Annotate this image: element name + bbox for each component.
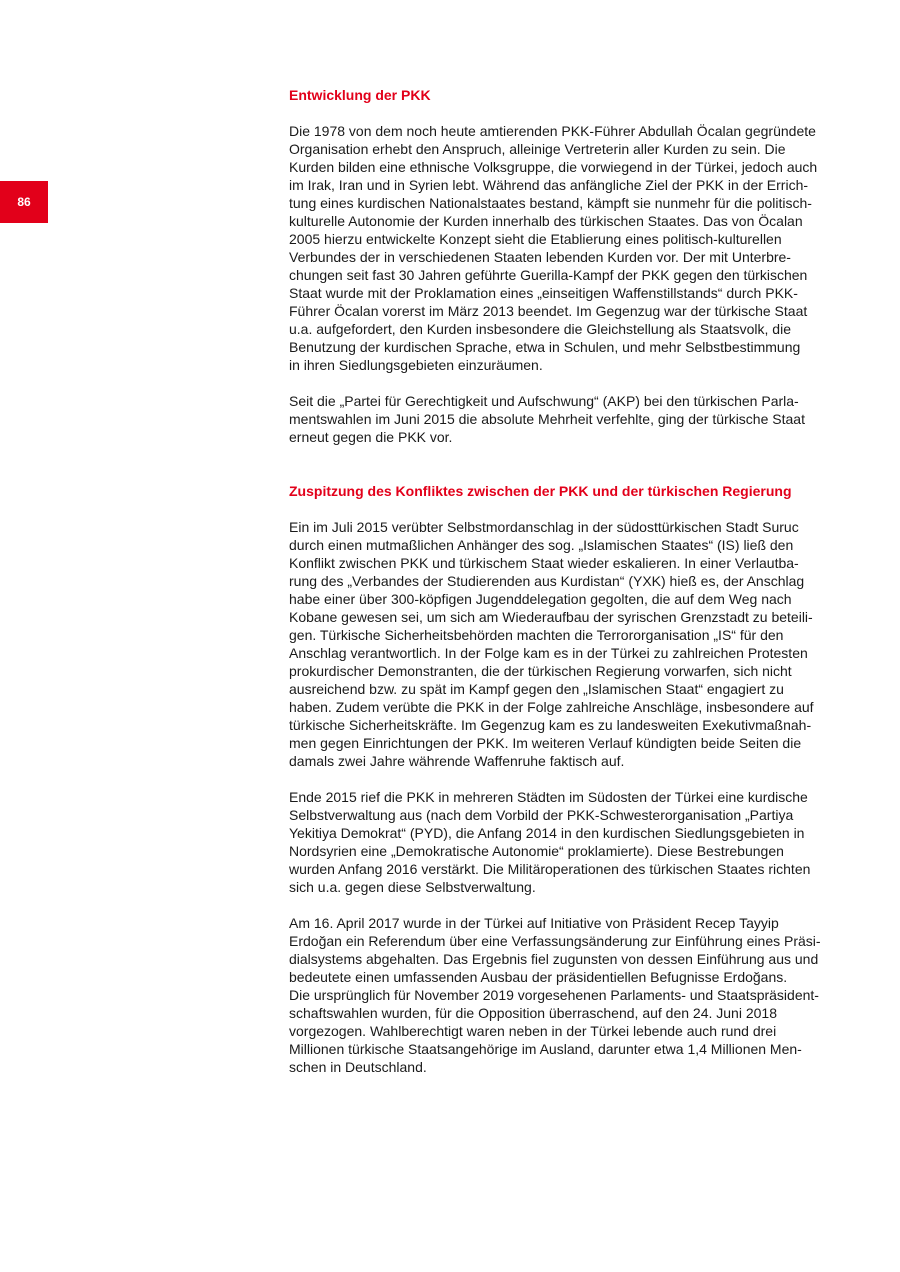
text-line: men gegen Einrichtungen der PKK. Im weiteren Verlauf kündigten beide Seiten die xyxy=(289,735,802,751)
text-line: Ende 2015 rief die PKK in mehreren Städten im Südosten der Türkei eine kurdische xyxy=(289,789,808,805)
text-line: damals zwei Jahre währende Waffenruhe faktisch auf. xyxy=(289,753,625,769)
text-line: türkische Sicherheitskräfte. Im Gegenzug kam es zu landesweiten Exekutivmaßnah- xyxy=(289,717,812,733)
document-body xyxy=(289,86,845,1094)
text-line: rung des „Verbandes der Studierenden aus Kurdistan“ (YXK) hieß es, der Anschlag xyxy=(289,573,805,589)
page-number-tab xyxy=(0,181,48,223)
paragraph xyxy=(289,518,845,770)
text-line: kulturelle Autonomie der Kurden innerhalb des türkischen Staates. Das von Öcalan xyxy=(289,213,803,229)
section-heading: Zuspitzung des Konfliktes zwischen der PKK und der türkischen Regierung xyxy=(289,483,792,499)
text-line: Staat wurde mit der Proklamation eines „einseitigen Waffenstillstands“ durch PKK- xyxy=(289,285,798,301)
paragraph xyxy=(289,392,845,446)
text-line: Kurden bilden eine ethnische Volksgruppe, die vorwiegend in der Türkei, jedoch auch xyxy=(289,159,818,175)
text-line: in ihren Siedlungsgebieten einzuräumen. xyxy=(289,357,543,373)
text-line: habe einer über 300-köpfigen Jugenddelegation gegolten, die auf dem Weg nach xyxy=(289,591,792,607)
text-line: mentswahlen im Juni 2015 die absolute Mehrheit verfehlte, ging der türkische Staat xyxy=(289,411,805,427)
text-line: Führer Öcalan vorerst im März 2013 beendet. Im Gegenzug war der türkische Staat xyxy=(289,303,808,319)
text-line: Die ursprünglich für November 2019 vorgesehenen Parlaments- und Staatspräsident- xyxy=(289,987,819,1003)
text-line: dialsystems abgehalten. Das Ergebnis fiel zugunsten von dessen Einführung aus und xyxy=(289,951,819,967)
text-line: chungen seit fast 30 Jahren geführte Guerilla-Kampf der PKK gegen den türkischen xyxy=(289,267,808,283)
text-line: Benutzung der kurdischen Sprache, etwa in Schulen, und mehr Selbstbestimmung xyxy=(289,339,801,355)
text-line: durch einen mutmaßlichen Anhänger des sog. „Islamischen Staates“ (IS) ließ den xyxy=(289,537,794,553)
text-line: Anschlag verantwortlich. In der Folge kam es in der Türkei zu zahlreichen Protesten xyxy=(289,645,808,661)
text-line: erneut gegen die PKK vor. xyxy=(289,429,453,445)
text-line: ausreichend bzw. zu spät im Kampf gegen den „Islamischen Staat“ engagiert zu xyxy=(289,681,784,697)
text-line: vorgezogen. Wahlberechtigt waren neben in der Türkei lebende auch rund drei xyxy=(289,1023,777,1039)
text-line: im Irak, Iran und in Syrien lebt. Während das anfängliche Ziel der PKK in der Errich- xyxy=(289,177,809,193)
text-line: Millionen türkische Staatsangehörige im Ausland, darunter etwa 1,4 Millionen Men- xyxy=(289,1041,802,1057)
text-line: tung eines kurdischen Nationalstaates bestand, kämpft sie nunmehr für die politisch- xyxy=(289,195,812,211)
section-heading: Entwicklung der PKK xyxy=(289,87,431,103)
paragraph xyxy=(289,914,845,1076)
text-line: prokurdischer Demonstranten, die der türkischen Regierung vorwarfen, sich nicht xyxy=(289,663,792,679)
text-line: Erdoğan ein Referendum über eine Verfassungsänderung zur Einführung eines Präsi- xyxy=(289,933,821,949)
text-line: 2005 hierzu entwickelte Konzept sieht die Etablierung eines politisch-kulturellen xyxy=(289,231,782,247)
text-line: Organisation erhebt den Anspruch, alleinige Vertreterin aller Kurden zu sein. Die xyxy=(289,141,786,157)
text-line: Seit die „Partei für Gerechtigkeit und Aufschwung“ (AKP) bei den türkischen Parla- xyxy=(289,393,799,409)
paragraph xyxy=(289,788,845,896)
text-line: Nordsyrien eine „Demokratische Autonomie“ proklamierte). Diese Bestrebungen xyxy=(289,843,784,859)
text-line: Yekitiya Demokrat“ (PYD), die Anfang 2014 in den kurdischen Siedlungsgebieten in xyxy=(289,825,805,841)
page-number: 86 xyxy=(17,195,31,209)
text-line: wurden Anfang 2016 verstärkt. Die Militäroperationen des türkischen Staates richten xyxy=(289,861,811,877)
text-line: Selbstverwaltung aus (nach dem Vorbild der PKK-Schwesterorganisation „Partiya xyxy=(289,807,794,823)
text-line: Verbundes der in verschiedenen Staaten lebenden Kurden vor. Der mit Unterbre- xyxy=(289,249,791,265)
text-line: Konflikt zwischen PKK und türkischem Staat wieder eskalieren. In einer Verlautba- xyxy=(289,555,799,571)
text-line: Ein im Juli 2015 verübter Selbstmordanschlag in der südosttürkischen Stadt Suruc xyxy=(289,519,799,535)
text-line: schaftswahlen wurden, für die Opposition überraschend, auf den 24. Juni 2018 xyxy=(289,1005,777,1021)
text-line: Die 1978 von dem noch heute amtierenden PKK-Führer Abdullah Öcalan gegründete xyxy=(289,123,816,139)
text-line: haben. Zudem verübte die PKK in der Folge zahlreiche Anschläge, insbesondere auf xyxy=(289,699,814,715)
text-line: schen in Deutschland. xyxy=(289,1059,427,1075)
text-line: bedeutete einen umfassenden Ausbau der präsidentiellen Befugnisse Erdoğans. xyxy=(289,969,788,985)
text-line: sich u.a. gegen diese Selbstverwaltung. xyxy=(289,879,536,895)
text-line: Am 16. April 2017 wurde in der Türkei auf Initiative von Präsident Recep Tayyip xyxy=(289,915,779,931)
text-line: gen. Türkische Sicherheitsbehörden machten die Terrororganisation „IS“ für den xyxy=(289,627,784,643)
paragraph xyxy=(289,122,845,374)
text-line: u.a. aufgefordert, den Kurden insbesondere die Gleichstellung als Staatsvolk, die xyxy=(289,321,791,337)
text-line: Kobane gewesen sei, um sich am Wiederaufbau der syrischen Grenzstadt zu beteili- xyxy=(289,609,813,625)
